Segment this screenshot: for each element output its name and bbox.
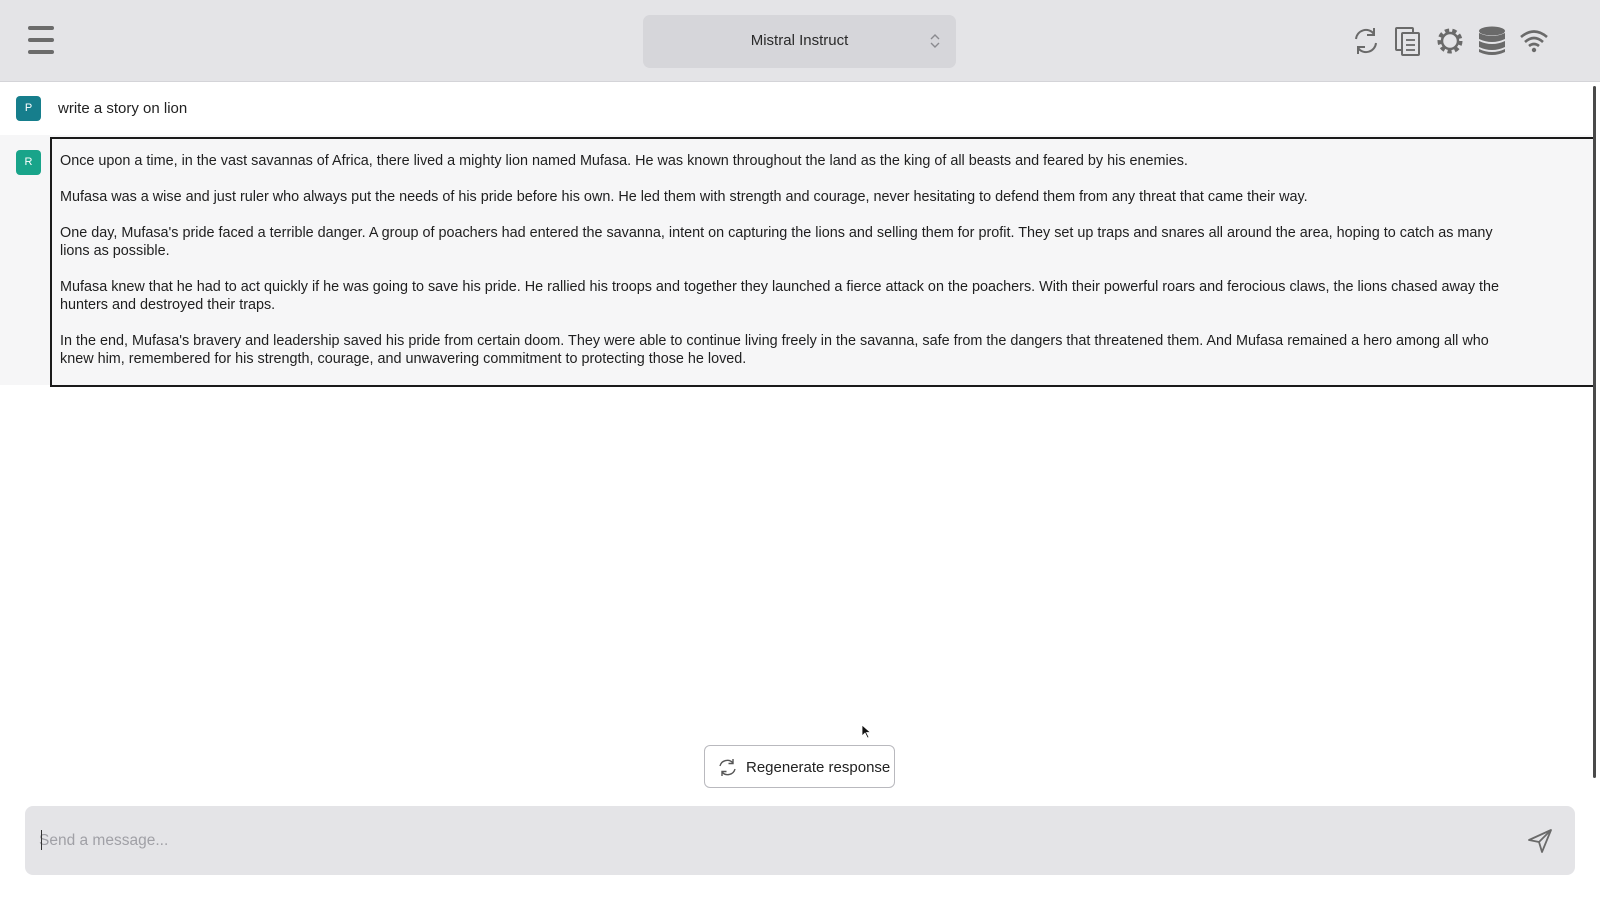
chat-thread xyxy=(0,83,1592,783)
chat-scrollbar[interactable] xyxy=(1593,86,1596,778)
copy-icon[interactable] xyxy=(1392,24,1424,58)
user-avatar: P xyxy=(16,96,41,121)
refresh-icon[interactable] xyxy=(1350,24,1382,58)
wifi-icon[interactable] xyxy=(1518,24,1550,58)
chevron-up-down-icon xyxy=(928,31,942,51)
regenerate-response-label: Regenerate response xyxy=(746,759,891,776)
model-select-label: Mistral Instruct xyxy=(750,32,849,49)
settings-icon[interactable] xyxy=(1434,24,1466,58)
send-icon[interactable] xyxy=(1527,828,1553,854)
story-paragraph: One day, Mufasa's pride faced a terrible danger. A group of poachers had entered the savanna, intent on capturing the lions and selling them for profit. They set up traps and snares all around the area, hoping to catch as many lions as possible. xyxy=(60,225,1493,259)
user-message xyxy=(0,83,1592,135)
hamburger-menu-icon[interactable] xyxy=(28,26,54,54)
story-paragraph: Once upon a time, in the vast savannas of Africa, there lived a mighty lion named Mufasa. He was known throughout the land as the king of all beasts and feared by his enemies. xyxy=(60,153,1188,169)
regenerate-response-button[interactable] xyxy=(704,745,895,788)
assistant-avatar: R xyxy=(16,150,41,175)
story-paragraph: Mufasa was a wise and just ruler who always put the needs of his pride before his own. He led them with strength and courage, never hesitating to defend them from any threat that came their way. xyxy=(60,189,1308,205)
top-bar xyxy=(0,0,1600,82)
message-input[interactable] xyxy=(39,826,1499,856)
story-paragraph: Mufasa knew that he had to act quickly if he was going to save his pride. He rallied his troops and together they launched a fierce attack on the poachers. With their powerful roars and ferocious claws, the lions chased away the hunters and destroyed their traps. xyxy=(60,279,1500,313)
text-caret xyxy=(41,830,42,850)
assistant-message-content[interactable] xyxy=(50,137,1596,387)
story-paragraph: In the end, Mufasa's bravery and leadership saved his pride from certain doom. They were able to continue living freely in the savanna, safe from the dangers that threatened them. And Mufasa remained a hero among all who knew him, remembered for his strength, courage, and unwavering commitment to protecting those he loved. xyxy=(60,333,1489,367)
mouse-cursor-icon xyxy=(861,724,873,740)
message-composer xyxy=(25,806,1575,875)
model-select[interactable] xyxy=(643,15,956,68)
database-icon[interactable] xyxy=(1476,24,1508,58)
user-message-text: write a story on lion xyxy=(58,100,188,117)
assistant-message xyxy=(0,135,1592,385)
regenerate-icon xyxy=(717,757,738,778)
